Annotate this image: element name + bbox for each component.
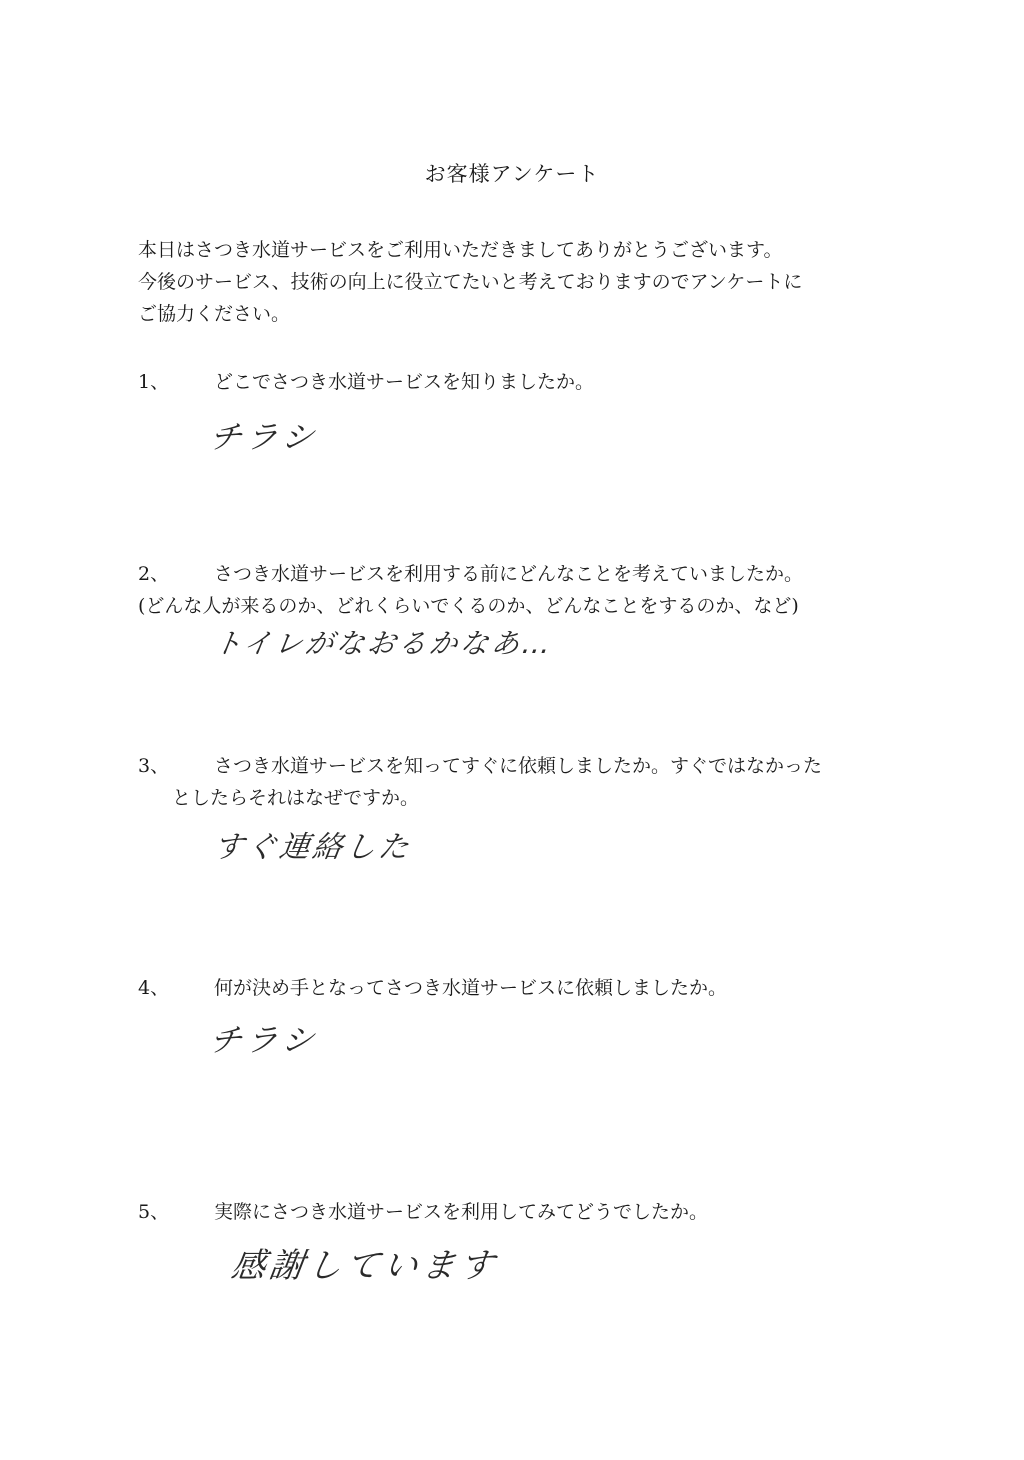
- question-continuation: としたらそれはなぜですか。: [172, 787, 420, 809]
- question-4: [138, 972, 918, 1004]
- intro-line: 本日はさつき水道サービスをご利用いただきましてありがとうございます。: [138, 239, 783, 261]
- intro-paragraph: [138, 234, 938, 330]
- question-text: さつき水道サービスを知ってすぐに依頼しましたか。すぐではなかった: [214, 755, 823, 777]
- question-number: 1、: [138, 371, 170, 393]
- page-title: お客様アンケート: [424, 162, 600, 186]
- question-text: どこでさつき水道サービスを知りましたか。: [214, 371, 595, 393]
- intro-line: ご協力ください。: [138, 303, 291, 325]
- question-text: さつき水道サービスを利用する前にどんなことを考えていましたか。: [214, 563, 804, 585]
- question-subtext: (どんな人が来るのか、どれくらいでくるのか、どんなことをするのか、など): [138, 595, 799, 617]
- handwritten-answer-5: 感謝しています: [228, 1246, 501, 1286]
- question-number: 3、: [138, 755, 170, 777]
- question-text: 何が決め手となってさつき水道サービスに依頼しましたか。: [214, 977, 728, 999]
- question-5: [138, 1196, 918, 1228]
- question-3: [138, 750, 918, 814]
- question-1: [138, 366, 918, 398]
- handwritten-answer-4: チラシ: [207, 1021, 321, 1059]
- handwritten-answer-3: すぐ連絡した: [211, 830, 414, 865]
- handwritten-answer-1: チラシ: [207, 418, 321, 456]
- intro-line: 今後のサービス、技術の向上に役立てたいと考えておりますのでアンケートに: [138, 271, 803, 293]
- question-2: [138, 558, 918, 622]
- handwritten-answer-2: トイレがなおるかなあ…: [211, 627, 556, 660]
- question-text: 実際にさつき水道サービスを利用してみてどうでしたか。: [214, 1201, 709, 1223]
- question-number: 2、: [138, 563, 170, 585]
- question-number: 5、: [138, 1201, 170, 1223]
- question-number: 4、: [138, 977, 170, 999]
